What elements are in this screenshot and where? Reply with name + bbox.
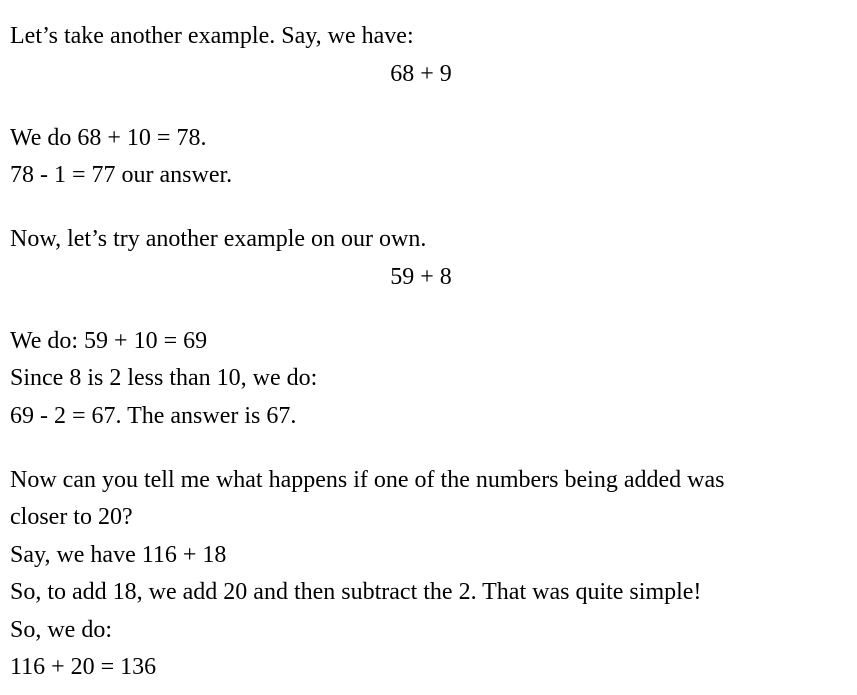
text-line: closer to 20? [10,504,133,530]
paragraph-gap [10,195,850,222]
text-line: Now, let’s try another example on our own. [10,226,427,252]
text-line: We do: 59 + 10 = 69 [10,327,208,354]
text-line: Now can you tell me what happens if one of the numbers being added was [10,466,725,493]
text-line: 116 + 20 = 136 [10,654,157,680]
text-line: Since 8 is 2 less than 10, we do: [10,365,318,391]
text-line: Say, we have 116 + 18 [10,541,227,568]
paragraph-gap [10,296,850,323]
text-line: So, to add 18, we add 20 and then subtract the 2. That was quite simple! [10,579,702,605]
text-line: So, we do: [10,616,112,643]
document-body [10,18,850,687]
text-line: 69 - 2 = 67. The answer is 67. [10,402,297,429]
paragraph-gap [10,435,850,462]
text-line: We do 68 + 10 = 78. [10,124,207,151]
text-line: Let’s take another example. Say, we have: [10,23,414,49]
text-line: 78 - 1 = 77 our answer. [10,162,233,188]
expression-line: 68 + 9 [390,60,452,87]
expression-line: 59 + 8 [390,263,452,290]
paragraph-gap [10,93,850,120]
